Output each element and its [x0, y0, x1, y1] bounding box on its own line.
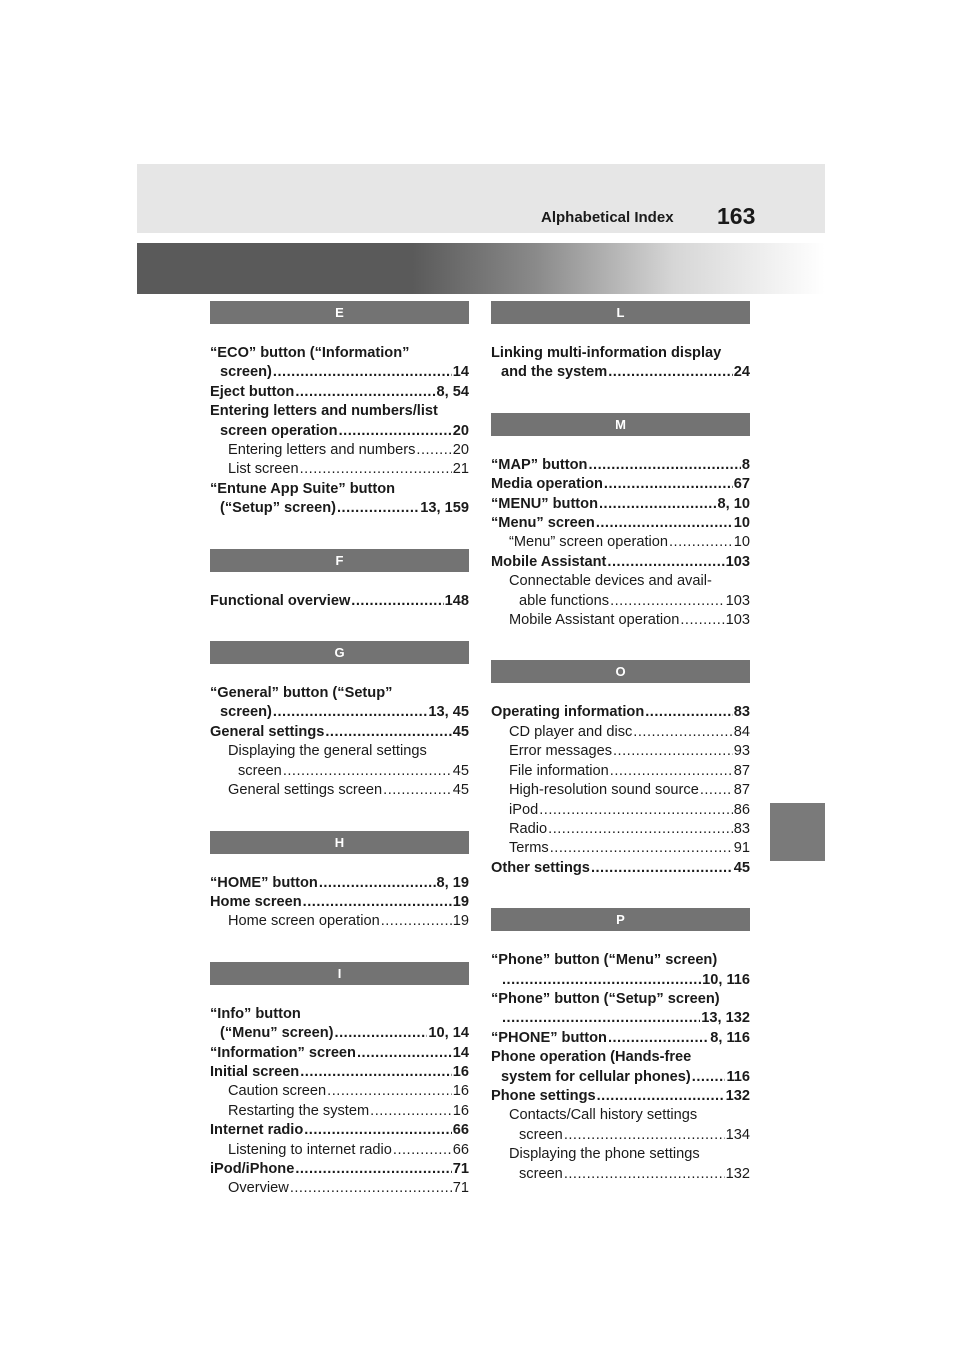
index-entry — [210, 1121, 469, 1140]
index-entry — [210, 480, 469, 519]
dot-leader — [548, 820, 733, 839]
entry-text: Restarting the system — [228, 1102, 370, 1119]
page-reference: 10, 116 — [702, 971, 750, 988]
page-reference: 14 — [452, 364, 469, 381]
dot-leader — [337, 499, 419, 518]
entry-text: Operating information — [491, 704, 645, 721]
entry-line — [210, 1044, 469, 1063]
page-reference: 134 — [725, 1126, 750, 1143]
index-subentry — [491, 781, 750, 800]
entry-line — [228, 441, 469, 460]
section-spacer — [491, 931, 750, 951]
page-reference: 8, 54 — [436, 383, 469, 400]
dot-leader — [700, 781, 733, 800]
entry-line — [491, 703, 750, 722]
entry-line — [210, 383, 469, 402]
entry-line — [509, 762, 750, 781]
entry-line — [210, 684, 469, 703]
dot-leader — [304, 1121, 452, 1140]
page-reference: 20 — [452, 422, 469, 439]
page-reference: 87 — [733, 782, 750, 799]
dot-leader — [290, 1179, 452, 1198]
entry-line — [491, 859, 750, 878]
dot-leader — [327, 1082, 452, 1101]
page-reference: 93 — [733, 743, 750, 760]
entry-text: “MAP” button — [491, 456, 588, 473]
section-spacer — [210, 985, 469, 1005]
entry-line — [210, 592, 469, 611]
page-reference: 8, 19 — [436, 874, 469, 891]
entry-text: File information — [509, 762, 609, 779]
index-entry — [210, 893, 469, 912]
entry-text: screen — [238, 762, 282, 779]
index-subentry — [491, 572, 750, 611]
entry-text: Home screen operation — [228, 913, 380, 930]
entry-line — [210, 1063, 469, 1082]
page-reference: 16 — [452, 1063, 469, 1080]
dot-leader — [604, 475, 733, 494]
entry-text: iPod/iPhone — [210, 1160, 295, 1177]
index-entry — [491, 703, 750, 722]
entry-line — [491, 951, 750, 970]
page-reference: 10, 14 — [428, 1025, 469, 1042]
dot-leader — [596, 514, 733, 533]
entry-text: Error messages — [509, 743, 612, 760]
dot-leader — [613, 742, 733, 761]
dot-leader — [351, 592, 443, 611]
page-reference: 91 — [733, 840, 750, 857]
dot-leader — [608, 363, 733, 382]
section-spacer — [491, 324, 750, 344]
index-entry — [210, 402, 469, 441]
index-entry — [210, 1063, 469, 1082]
dot-leader — [539, 801, 733, 820]
entry-line — [491, 344, 750, 363]
entry-text: Contacts/Call history settings — [509, 1107, 698, 1124]
entry-line — [210, 1121, 469, 1140]
entry-text: “Information” screen — [210, 1044, 356, 1061]
dot-leader — [599, 495, 717, 514]
section-letter-header: H — [210, 831, 469, 854]
dot-leader — [300, 460, 452, 479]
section-letter-header: F — [210, 549, 469, 572]
index-subentry — [491, 1145, 750, 1184]
entry-text: “HOME” button — [210, 874, 318, 891]
entry-text: Displaying the phone settings — [509, 1146, 700, 1163]
section-spacer — [210, 572, 469, 592]
index-subentry — [210, 1082, 469, 1101]
dot-leader — [283, 762, 452, 781]
dot-leader — [692, 1068, 726, 1087]
index-subentry — [491, 742, 750, 761]
entry-line — [210, 402, 469, 421]
index-entry — [491, 951, 750, 990]
index-entry — [491, 495, 750, 514]
page-reference: 24 — [733, 364, 750, 381]
entry-line — [210, 1024, 469, 1043]
entry-line — [491, 495, 750, 514]
entry-text: Linking multi-information display — [491, 345, 722, 361]
entry-text: Mobile Assistant operation — [509, 612, 680, 629]
entry-text: General settings — [210, 723, 325, 740]
entry-text: “MENU” button — [491, 495, 598, 512]
entry-text: Initial screen — [210, 1063, 300, 1080]
entry-line — [228, 1179, 469, 1198]
entry-line — [509, 533, 750, 552]
entry-text: Displaying the general settings — [228, 743, 427, 760]
section-spacer — [491, 436, 750, 456]
dot-leader — [610, 592, 725, 611]
entry-text: Overview — [228, 1180, 289, 1197]
page-reference: 14 — [452, 1044, 469, 1061]
entry-line — [509, 1106, 750, 1125]
page-reference: 8 — [741, 456, 750, 473]
index-entry — [210, 723, 469, 742]
index-entry — [491, 1029, 750, 1048]
page-reference: 10 — [733, 534, 750, 551]
entry-line — [509, 1165, 750, 1184]
dot-leader — [502, 1009, 700, 1028]
index-subentry — [210, 912, 469, 931]
page-reference: 21 — [452, 461, 469, 478]
entry-line — [228, 1082, 469, 1101]
entry-text: (“Setup” screen) — [220, 500, 336, 517]
index-subentry — [491, 801, 750, 820]
page-reference: 10 — [733, 515, 750, 532]
dot-leader — [325, 723, 451, 742]
index-entry — [210, 344, 469, 383]
dot-leader — [564, 1126, 725, 1145]
page-reference: 84 — [733, 723, 750, 740]
page-reference: 19 — [452, 913, 469, 930]
page-reference: 45 — [452, 762, 469, 779]
index-entry — [491, 1087, 750, 1106]
entry-text: “Entune App Suite” button — [210, 480, 396, 497]
page-reference: 132 — [725, 1087, 750, 1104]
index-entry — [210, 874, 469, 893]
entry-text: “Phone” button (“Setup” screen) — [491, 990, 720, 1007]
entry-line — [491, 475, 750, 494]
entry-text: “General” button (“Setup” — [210, 685, 393, 702]
entry-text: “Info” button — [210, 1005, 301, 1022]
entry-text: “PHONE” button — [491, 1029, 607, 1046]
index-subentry — [210, 1179, 469, 1198]
entry-text: List screen — [228, 461, 299, 478]
entry-line — [228, 1102, 469, 1121]
index-subentry — [491, 1106, 750, 1145]
entry-line — [509, 1145, 750, 1164]
index-subentry — [491, 820, 750, 839]
entry-text: Eject button — [210, 383, 295, 400]
section-spacer — [210, 854, 469, 874]
page-reference: 13, 45 — [428, 704, 469, 721]
entry-line — [491, 990, 750, 1009]
index-subentry — [210, 1141, 469, 1160]
section-gradient-bar — [137, 243, 825, 294]
entry-text: system for cellular phones) — [501, 1068, 691, 1085]
entry-line — [509, 781, 750, 800]
entry-text: Connectable devices and avail- — [509, 573, 712, 590]
index-entry — [491, 859, 750, 878]
entry-line — [509, 572, 750, 591]
entry-text: Home screen — [210, 893, 302, 910]
entry-text: Caution screen — [228, 1083, 327, 1100]
dot-leader — [564, 1165, 725, 1184]
entry-line — [210, 723, 469, 742]
entry-line — [509, 839, 750, 858]
entry-text: Other settings — [491, 859, 590, 876]
entry-text: “ECO” button (“Information” — [210, 345, 410, 361]
page-reference: 86 — [733, 801, 750, 818]
entry-line — [491, 1048, 750, 1067]
index-entry — [210, 592, 469, 611]
page-reference: 67 — [733, 476, 750, 493]
entry-text: Listening to internet radio — [228, 1141, 392, 1158]
page-reference: 66 — [452, 1122, 469, 1139]
dot-leader — [393, 1141, 452, 1160]
page-header-title: Alphabetical Index — [541, 209, 674, 226]
dot-leader — [303, 893, 452, 912]
page-reference: 16 — [452, 1083, 469, 1100]
entry-line — [228, 762, 469, 781]
dot-leader — [680, 611, 724, 630]
entry-text: “Menu” screen — [491, 515, 595, 532]
entry-text: General settings screen — [228, 782, 383, 799]
page-reference: 45 — [452, 782, 469, 799]
thumb-index-tab — [770, 803, 825, 861]
index-column-left — [210, 301, 469, 1199]
dot-leader — [588, 456, 740, 475]
dot-leader — [502, 971, 701, 990]
page-reference: 87 — [733, 762, 750, 779]
entry-line — [210, 344, 469, 363]
page-reference: 103 — [725, 553, 750, 570]
entry-line — [509, 1126, 750, 1145]
page-reference: 83 — [733, 820, 750, 837]
dot-leader — [370, 1102, 452, 1121]
dot-leader — [669, 533, 733, 552]
entry-line — [228, 912, 469, 931]
page-reference: 20 — [452, 442, 469, 459]
page-reference: 45 — [733, 859, 750, 876]
section-spacer — [491, 683, 750, 703]
index-entry — [491, 456, 750, 475]
index-subentry — [210, 1102, 469, 1121]
entry-line — [210, 499, 469, 518]
entry-text: Phone operation (Hands-free — [491, 1049, 692, 1066]
group-spacer — [491, 878, 750, 908]
entry-text: “Phone” button (“Menu” screen) — [491, 952, 718, 969]
page-reference: 16 — [452, 1102, 469, 1119]
dot-leader — [610, 762, 733, 781]
dot-leader — [645, 703, 733, 722]
entry-line — [210, 480, 469, 499]
index-subentry — [210, 441, 469, 460]
dot-leader — [597, 1087, 725, 1106]
group-spacer — [210, 932, 469, 962]
dot-leader — [608, 1029, 709, 1048]
page-reference: 71 — [452, 1160, 469, 1177]
entry-text: Internet radio — [210, 1122, 304, 1139]
entry-text: screen) — [220, 364, 272, 381]
entry-line — [509, 742, 750, 761]
entry-line — [491, 363, 750, 382]
index-subentry — [210, 460, 469, 479]
entry-text: and the system — [501, 364, 608, 381]
section-letter-header: O — [491, 660, 750, 683]
section-spacer — [210, 324, 469, 344]
dot-leader — [550, 839, 733, 858]
dot-leader — [633, 723, 732, 742]
entry-line — [228, 460, 469, 479]
group-spacer — [491, 383, 750, 413]
entry-line — [491, 553, 750, 572]
entry-line — [210, 363, 469, 382]
dot-leader — [273, 703, 428, 722]
dot-leader — [339, 422, 452, 441]
dot-leader — [295, 383, 435, 402]
entry-text: iPod — [509, 801, 539, 818]
index-entry — [491, 344, 750, 383]
index-column-right — [491, 301, 750, 1184]
entry-text: screen operation — [220, 422, 338, 439]
entry-text: Mobile Assistant — [491, 553, 607, 570]
entry-line — [228, 781, 469, 800]
index-entry — [210, 684, 469, 723]
page-reference: 8, 10 — [717, 495, 750, 512]
index-entry — [210, 1005, 469, 1044]
page-reference: 103 — [725, 612, 750, 629]
index-entry — [491, 475, 750, 494]
section-letter-header: P — [491, 908, 750, 931]
dot-leader — [416, 441, 451, 460]
section-letter-header: M — [491, 413, 750, 436]
entry-text: Terms — [509, 840, 549, 857]
dot-leader — [381, 912, 452, 931]
entry-text: Media operation — [491, 476, 603, 493]
entry-line — [210, 1160, 469, 1179]
entry-text: screen — [519, 1165, 563, 1182]
page-reference: 71 — [452, 1180, 469, 1197]
entry-text: screen — [519, 1126, 563, 1143]
dot-leader — [335, 1024, 428, 1043]
group-spacer — [210, 801, 469, 831]
entry-line — [210, 422, 469, 441]
section-spacer — [210, 664, 469, 684]
entry-line — [210, 874, 469, 893]
page-reference: 103 — [725, 592, 750, 609]
page-reference: 132 — [725, 1165, 750, 1182]
index-entry — [491, 990, 750, 1029]
page-number: 163 — [717, 203, 756, 229]
page-reference: 45 — [452, 723, 469, 740]
entry-line — [491, 514, 750, 533]
index-subentry — [491, 611, 750, 630]
entry-line — [509, 801, 750, 820]
index-subentry — [491, 533, 750, 552]
page-reference: 66 — [452, 1141, 469, 1158]
entry-text: screen) — [220, 704, 272, 721]
index-subentry — [491, 839, 750, 858]
entry-line — [210, 1005, 469, 1024]
page-reference: 8, 116 — [710, 1029, 750, 1046]
index-entry — [210, 1044, 469, 1063]
dot-leader — [383, 781, 452, 800]
index-subentry — [491, 723, 750, 742]
entry-line — [210, 893, 469, 912]
page-reference: 13, 132 — [701, 1010, 750, 1027]
section-letter-header: G — [210, 641, 469, 664]
entry-line — [228, 742, 469, 761]
entry-line — [509, 820, 750, 839]
entry-text: Radio — [509, 820, 548, 837]
entry-line — [491, 456, 750, 475]
dot-leader — [319, 874, 436, 893]
entry-text: Functional overview — [210, 592, 351, 609]
entry-line — [210, 703, 469, 722]
entry-line — [491, 971, 750, 990]
entry-line — [509, 723, 750, 742]
dot-leader — [357, 1044, 452, 1063]
entry-line — [509, 592, 750, 611]
dot-leader — [295, 1160, 451, 1179]
entry-line — [491, 1087, 750, 1106]
section-letter-header: E — [210, 301, 469, 324]
index-entry — [491, 553, 750, 572]
page-reference: 19 — [452, 893, 469, 910]
dot-leader — [273, 363, 452, 382]
index-subentry — [210, 781, 469, 800]
index-entry — [210, 1160, 469, 1179]
entry-text: Entering letters and numbers/list — [210, 403, 438, 420]
group-spacer — [210, 611, 469, 641]
index-subentry — [491, 762, 750, 781]
entry-line — [228, 1141, 469, 1160]
page-reference: 116 — [726, 1068, 750, 1085]
entry-text: High-resolution sound source — [509, 782, 699, 799]
group-spacer — [210, 519, 469, 549]
dot-leader — [591, 859, 733, 878]
index-entry — [491, 1048, 750, 1087]
index-entry — [491, 514, 750, 533]
index-subentry — [210, 742, 469, 781]
entry-text: Entering letters and numbers — [228, 442, 416, 459]
entry-text: CD player and disc — [509, 723, 633, 740]
entry-text: “Menu” screen operation — [509, 534, 668, 551]
index-entry — [210, 383, 469, 402]
entry-text: able functions — [519, 592, 610, 609]
entry-text: Phone settings — [491, 1087, 596, 1104]
entry-line — [509, 611, 750, 630]
entry-line — [491, 1068, 750, 1087]
page-reference: 83 — [733, 704, 750, 721]
dot-leader — [607, 553, 724, 572]
entry-line — [491, 1009, 750, 1028]
section-letter-header: L — [491, 301, 750, 324]
page-reference: 13, 159 — [420, 500, 469, 517]
group-spacer — [491, 630, 750, 660]
dot-leader — [300, 1063, 452, 1082]
section-letter-header: I — [210, 962, 469, 985]
page-reference: 148 — [444, 592, 469, 609]
entry-text: (“Menu” screen) — [220, 1025, 334, 1042]
entry-line — [491, 1029, 750, 1048]
